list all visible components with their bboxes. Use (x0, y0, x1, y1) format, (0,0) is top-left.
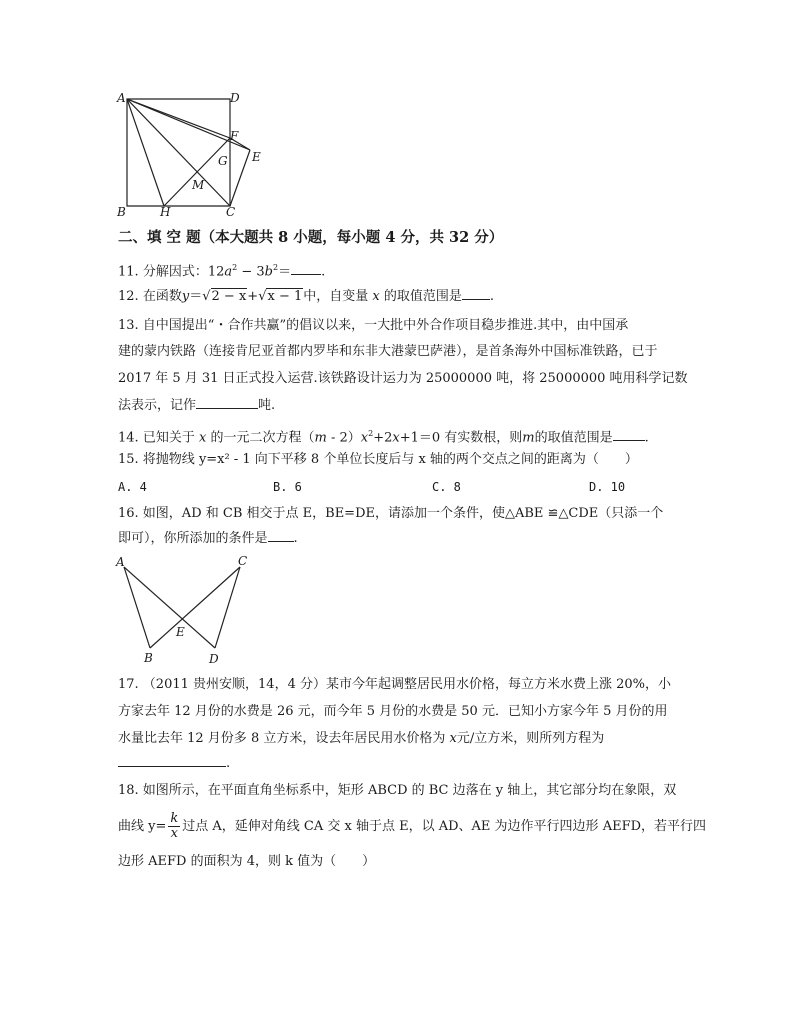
segment-ec (230, 150, 250, 206)
label-a: A (116, 555, 125, 569)
segment-cd (215, 567, 240, 648)
fraction-k-over-x: $\frac{k}{x}$ (170, 811, 179, 841)
label-c: C (238, 554, 248, 568)
label-m: M (192, 178, 205, 192)
question-17-line-4: . (118, 754, 230, 774)
label-f: F (230, 129, 239, 143)
question-13-line-2: 建的蒙内铁路（连接肯尼亚首都内罗毕和东非大港蒙巴萨港），是首条海外中国标准铁路，已于 (118, 344, 658, 359)
label-e: E (176, 625, 185, 639)
question-16-line-1: 16. 如图，AD 和 CB 相交于点 E，BE=DE，请添加一个条件，使△ABE ≌△CDE（只添一个 (118, 506, 664, 521)
section-header: 二、填 空 题（本大题共 8 小题，每小题 4 分，共 32 分） (118, 229, 504, 246)
cross-figure (112, 552, 260, 670)
question-15: 15. 将抛物线 y=x² - 1 向下平移 8 个单位长度后与 x 轴的两个交点之间的距离为（ ） (118, 452, 638, 467)
square-figure (112, 88, 272, 222)
question-12: 12. 在函数y＝√2 − x+√x − 1中，自变量 x 的取值范围是 . (118, 289, 495, 304)
label-c: C (226, 205, 236, 219)
option-b[interactable]: B. 6 (273, 480, 302, 494)
option-c[interactable]: C. 8 (432, 480, 461, 494)
answer-blank-14[interactable] (613, 428, 645, 441)
label-h: H (160, 205, 171, 219)
answer-blank-11[interactable] (291, 262, 321, 275)
question-13-line-4: 法表示，记作 吨. (118, 398, 276, 413)
question-16-line-2: 即可），你所添加的条件是 . (118, 531, 298, 546)
answer-blank-16[interactable] (268, 529, 294, 542)
question-18-line-3: 边形 AEFD 的面积为 4，则 k 值为（ ） (118, 854, 376, 869)
option-a[interactable]: A. 4 (118, 480, 147, 494)
segment-ad (124, 567, 215, 648)
segment-ac (127, 99, 230, 206)
label-b: B (144, 651, 153, 665)
answer-blank-13[interactable] (196, 396, 258, 409)
label-d: D (230, 91, 240, 105)
option-d[interactable]: D. 10 (589, 480, 626, 494)
label-d: D (209, 652, 219, 666)
question-14: 14. 已知关于 x 的一元二次方程$(m - 2)x^2+2x+1=0$ 有实数根，则m的取值范围是 . (118, 429, 649, 446)
label-e: E (252, 150, 261, 164)
answer-blank-12[interactable] (462, 287, 490, 300)
label-a: A (117, 91, 126, 105)
label-g: G (218, 154, 228, 168)
question-18-line-2: 曲线 y= $\frac{k}{x}$ 过点 A，延伸对角线 CA 交 x 轴于点 E，以 AD、AE 为边作平行四边形 AEFD，若平行四 (118, 811, 707, 841)
question-17-line-2: 方家去年 12 月份的水费是 26 元，而今年 5 月份的水费是 50 元．已知小方家今年 5 月份的用 (118, 704, 668, 719)
question-17-line-1: 17. （2011 贵州安顺，14，4 分）某市今年起调整居民用水价格，每立方米水费上涨 20%，小 (118, 677, 671, 692)
question-11: 11. 分解因式：$12a^2 - 3b^2=$ . (118, 263, 326, 280)
answer-blank-17[interactable] (118, 754, 226, 767)
label-b: B (117, 205, 126, 219)
question-17-line-3: 水量比去年 12 月份多 8 立方米，设去年居民用水价格为 x元/立方米，则所列方程为 (118, 731, 605, 746)
question-13-line-3: 2017 年 5 月 31 日正式投入运营.该铁路设计运力为 25000000 吨，将 25000000 吨用科学记数 (118, 371, 688, 386)
segment-ah (127, 99, 164, 206)
segment-cb (150, 567, 240, 648)
question-13-line-1: 13. 自中国提出“・合作共赢”的倡议以来，一大批中外合作项目稳步推进.其中，由中国承 (118, 318, 629, 333)
question-18-line-1: 18. 如图所示，在平面直角坐标系中，矩形 ABCD 的 BC 边落在 y 轴上，其它部分均在象限，双 (118, 783, 677, 798)
